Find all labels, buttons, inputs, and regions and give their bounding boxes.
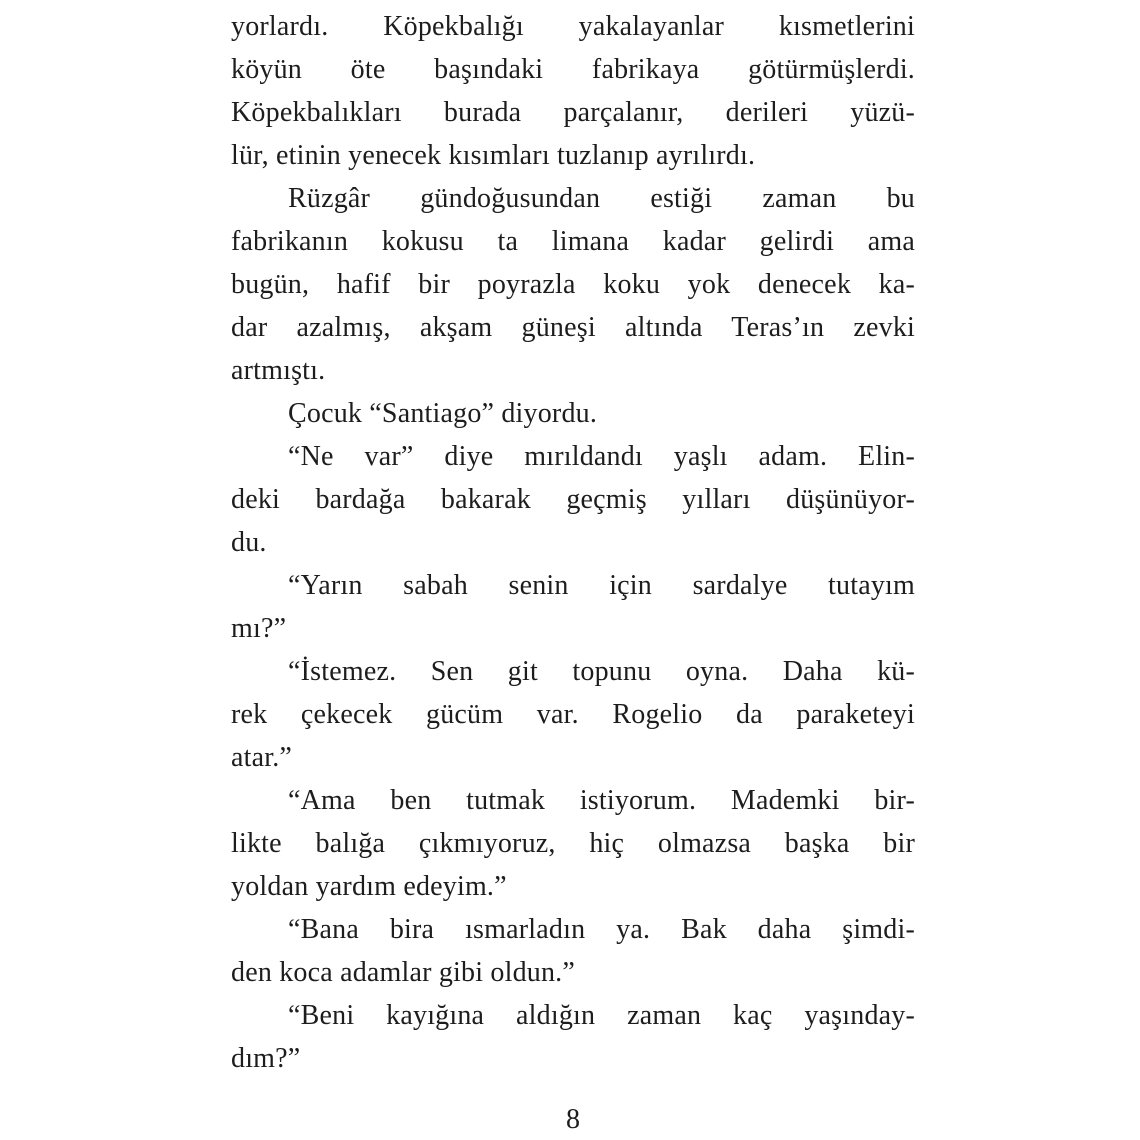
text-line: “Beni kayığına aldığın zaman kaç yaşınday-	[288, 1000, 915, 1031]
text-line: Rüzgâr gündoğusundan estiği zaman bu	[288, 183, 915, 214]
text-line: rek çekecek gücüm var. Rogelio da paraketeyi	[231, 699, 915, 730]
text-line: atar.”	[231, 742, 293, 773]
text-line: “Ne var” diye mırıldandı yaşlı adam. Elin-	[288, 441, 915, 472]
text-line: Çocuk “Santiago” diyordu.	[288, 398, 598, 429]
text-line: mı?”	[231, 613, 287, 644]
text-line: den koca adamlar gibi oldun.”	[231, 957, 576, 988]
text-line: artmıştı.	[231, 355, 326, 386]
text-line: köyün öte başındaki fabrikaya götürmüşlerdi.	[231, 54, 915, 85]
text-line: dım?”	[231, 1043, 301, 1074]
text-line: fabrikanın kokusu ta limana kadar gelirdi ama	[231, 226, 915, 257]
text-line: lür, etinin yenecek kısımları tuzlanıp ayrılırdı.	[231, 140, 756, 171]
text-line: “İstemez. Sen git topunu oyna. Daha kü-	[288, 656, 915, 687]
text-column	[231, 5, 915, 1140]
text-line: yorlardı. Köpekbalığı yakalayanlar kısmetlerini	[231, 11, 915, 42]
text-line: likte balığa çıkmıyoruz, hiç olmazsa başka bir	[231, 828, 915, 859]
text-line: du.	[231, 527, 267, 558]
text-line: bugün, hafif bir poyrazla koku yok denecek ka-	[231, 269, 915, 300]
text-line: dar azalmış, akşam güneşi altında Teras’ın zevki	[231, 312, 915, 343]
text-line: “Bana bira ısmarladın ya. Bak daha şimdi-	[288, 914, 915, 945]
text-line: Köpekbalıkları burada parçalanır, derileri yüzü-	[231, 97, 915, 128]
page-number: 8	[566, 1104, 580, 1135]
text-line: “Yarın sabah senin için sardalye tutayım	[288, 570, 915, 601]
text-line: deki bardağa bakarak geçmiş yılları düşünüyor-	[231, 484, 915, 515]
text-line: yoldan yardım edeyim.”	[231, 871, 507, 902]
text-line: “Ama ben tutmak istiyorum. Mademki bir-	[288, 785, 915, 816]
